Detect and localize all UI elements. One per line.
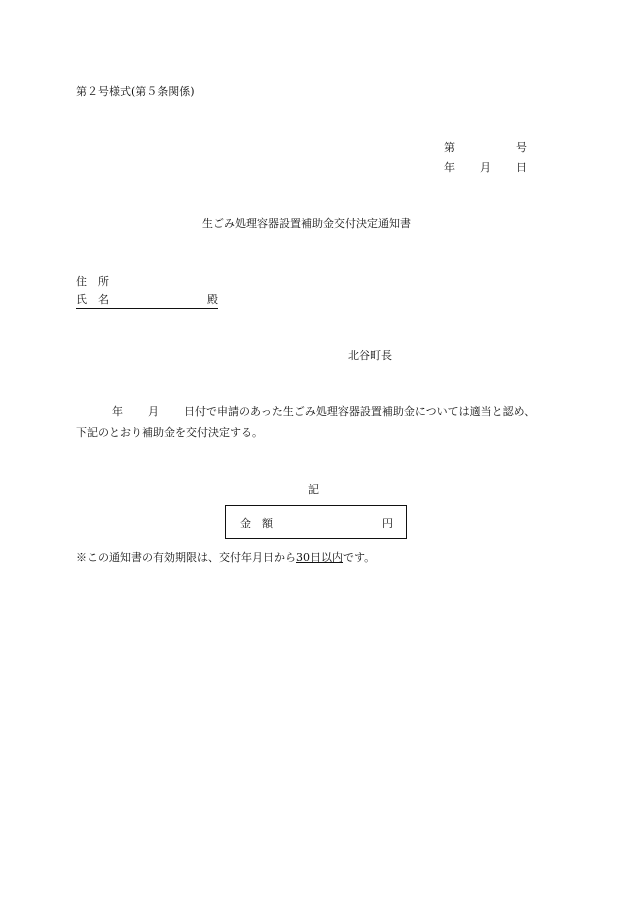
date-year: 年: [444, 161, 455, 174]
date-day: 日: [516, 161, 527, 174]
amount-label: 金 額: [240, 517, 273, 530]
validity-note-prefix: ※この通知書の有効期限は、交付年月日から: [76, 551, 296, 564]
date-month: 月: [480, 161, 491, 174]
ki-heading: 記: [308, 483, 319, 496]
body-line-1-text: 日付で申請のあった生ごみ処理容器設置補助金については適当と認め、: [184, 405, 536, 418]
amount-unit: 円: [382, 517, 393, 530]
document-number-prefix: 第: [444, 141, 455, 154]
body-year: 年: [112, 405, 123, 418]
recipient-honorific: 殿: [207, 293, 218, 306]
document-title: 生ごみ処理容器設置補助金交付決定通知書: [202, 217, 411, 230]
body-line-2: 下記のとおり補助金を交付決定する。: [76, 426, 263, 439]
document-number-suffix: 号: [516, 141, 527, 154]
issuer-name: 北谷町長: [348, 349, 392, 362]
recipient-name-line: [76, 294, 218, 309]
validity-note-suffix: です。: [343, 551, 376, 564]
body-month: 月: [148, 405, 159, 418]
recipient-name-label: 氏 名: [76, 293, 109, 306]
validity-note-emphasis: 30日以内: [296, 551, 343, 564]
form-number: 第２号様式(第５条関係): [76, 85, 195, 98]
validity-note: [76, 552, 375, 563]
recipient-address-label: 住 所: [76, 275, 109, 288]
amount-box: [225, 505, 407, 539]
